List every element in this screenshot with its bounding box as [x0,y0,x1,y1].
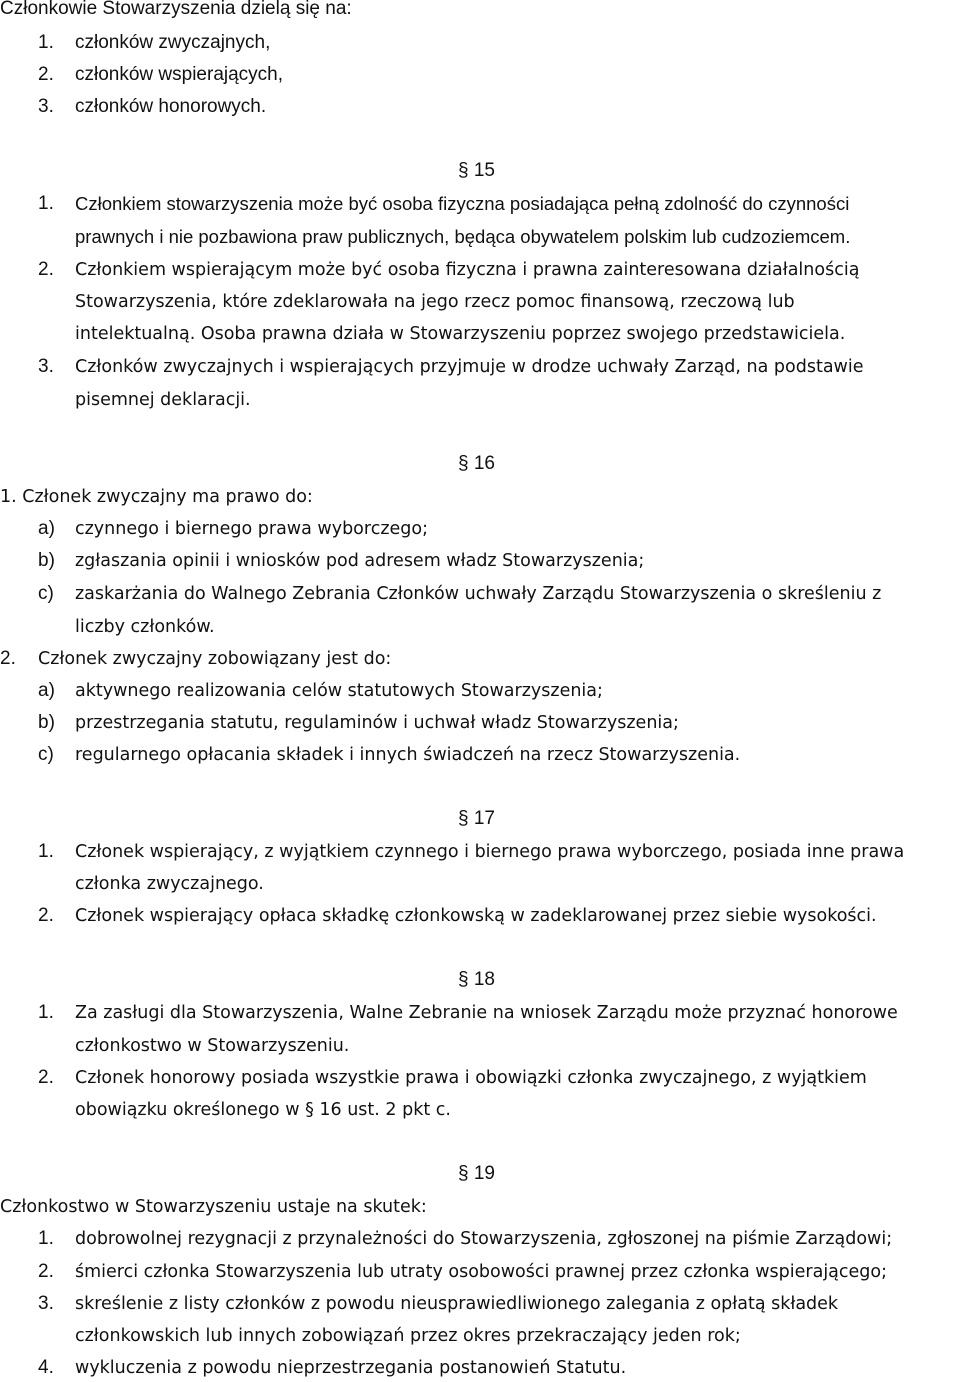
intro-item-number: 3. [38,96,54,117]
s19-item: śmierci członka Stowarzyszenia lub utraty osobowości prawnej przez członka wspierającego; [75,1262,887,1282]
s19-item-number: 3. [38,1293,54,1314]
s18-p1-number: 1. [38,1002,54,1023]
s17-p2: Członek wspierający opłaca składkę członkowską w zadeklarowanej przez siebie wysokości. [75,906,877,926]
s15-p1-line: Członkiem stowarzyszenia może być osoba fizyczna posiadająca pełną zdolność do czynności [75,193,850,214]
s16-item-letter: a) [38,518,55,539]
s17-p1-line: członka zwyczajnego. [75,874,264,894]
s18-p1-line: członkostwo w Stowarzyszeniu. [75,1036,350,1056]
s16-item-letter: a) [38,680,55,701]
s19-item: dobrowolnej rezygnacji z przynależności do Stowarzyszenia, zgłoszonej na piśmie Zarządowi; [75,1229,893,1249]
intro-lead: Członkowie Stowarzyszenia dzielą się na: [0,0,352,19]
s16-p1: 1. Członek zwyczajny ma prawo do: [0,487,313,507]
s16-item: przestrzegania statutu, regulaminów i uchwał władz Stowarzyszenia; [75,713,679,733]
s16-item: liczby członków. [75,617,215,637]
s15-p1-number: 1. [38,193,54,214]
s15-p3-number: 3. [38,356,54,377]
section-heading-15: § 15 [458,160,495,181]
s16-item: zgłaszania opinii i wniosków pod adresem władz Stowarzyszenia; [75,551,645,571]
s15-p2-line: intelektualną. Osoba prawna działa w Stowarzyszeniu poprzez swojego przedstawiciela. [75,324,846,344]
s19-item: członkowskich lub innych zobowiązań przez okres przekraczający jeden rok; [75,1326,741,1346]
section-heading-19: § 19 [458,1163,495,1184]
s19-item-number: 4. [38,1357,54,1378]
s16-item: regularnego opłacania składek i innych świadczeń na rzecz Stowarzyszenia. [75,745,741,765]
s18-p2-number: 2. [38,1067,54,1088]
s17-p2-number: 2. [38,905,54,926]
s15-p2-number: 2. [38,259,54,280]
s19-item-number: 2. [38,1261,54,1282]
intro-item: członków honorowych. [75,96,267,117]
s18-p2-line: Członek honorowy posiada wszystkie prawa i obowiązki członka zwyczajnego, z wyjątkiem [75,1068,867,1088]
s19-item: skreślenie z listy członków z powodu nieusprawiedliwionego zalegania z opłatą składek [75,1294,839,1314]
s18-p2-line: obowiązku określonego w § 16 ust. 2 pkt c. [75,1100,451,1120]
s16-item-letter: c) [38,583,54,604]
s15-p3-line: Członków zwyczajnych i wspierających przyjmuje w drodze uchwały Zarząd, na podstawie [75,357,864,377]
s19-item-number: 1. [38,1228,54,1249]
s19-item: wykluczenia z powodu nieprzestrzegania postanowień Statutu. [75,1358,627,1378]
s18-p1-line: Za zasługi dla Stowarzyszenia, Walne Zebranie na wniosek Zarządu może przyznać honorowe [75,1003,898,1023]
s16-item: aktywnego realizowania celów statutowych Stowarzyszenia; [75,681,603,701]
s16-item-letter: c) [38,744,54,765]
s17-p1-number: 1. [38,841,54,862]
s15-p3-line: pisemnej deklaracji. [75,390,251,410]
s15-p2-line: Członkiem wspierającym może być osoba fizyczna i prawna zainteresowana działalnością [75,260,860,280]
s17-p1-line: Członek wspierający, z wyjątkiem czynnego i biernego prawa wyborczego, posiada inne prawa [75,842,905,862]
section-heading-17: § 17 [458,808,495,829]
s16-item: zaskarżania do Walnego Zebrania Członków uchwały Zarządu Stowarzyszenia o skreśleniu z [75,584,882,604]
s16-item-letter: b) [38,550,55,571]
intro-item-number: 2. [38,64,54,85]
s16-item: czynnego i biernego prawa wyborczego; [75,519,428,539]
intro-item: członków zwyczajnych, [75,32,271,53]
s16-item-letter: b) [38,712,55,733]
s19-lead: Członkostwo w Stowarzyszeniu ustaje na skutek: [0,1197,427,1217]
s15-p1-line: prawnych i nie pozbawiona praw publicznych, będąca obywatelem polskim lub cudzoziemcem. [75,226,851,247]
section-heading-16: § 16 [458,453,495,474]
section-heading-18: § 18 [458,969,495,990]
s16-p2: Członek zwyczajny zobowiązany jest do: [38,649,392,669]
intro-item: członków wspierających, [75,64,284,85]
intro-item-number: 1. [38,32,54,53]
s15-p2-line: Stowarzyszenia, które zdeklarowała na jego rzecz pomoc finansową, rzeczową lub [75,292,795,312]
s16-p2-number: 2. [0,648,16,669]
